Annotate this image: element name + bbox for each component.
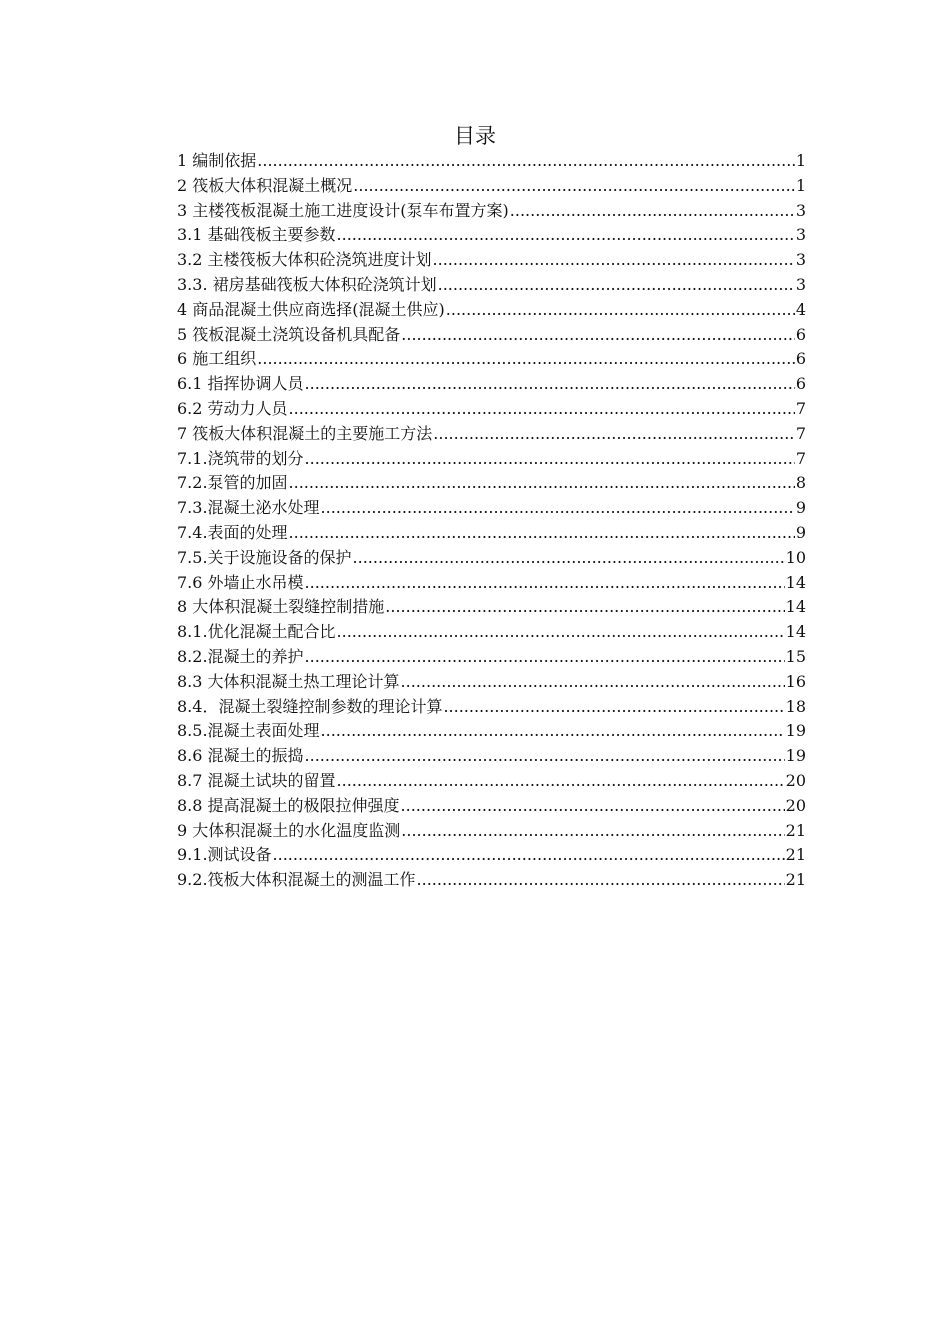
- toc-entry-label: 7.6 外墙止水吊模: [177, 572, 304, 592]
- toc-entry[interactable]: [177, 843, 806, 868]
- toc-entry-page-number: 14: [785, 572, 806, 592]
- toc-entry-label: 6.2 劳动力人员: [177, 398, 288, 418]
- toc-entry[interactable]: [177, 571, 806, 596]
- toc-entry-page-number: 18: [785, 696, 806, 716]
- toc-entry-page-number: 6: [795, 324, 806, 344]
- toc-entry-page-number: 8: [795, 473, 806, 493]
- toc-entry-page-number: 7: [795, 448, 806, 468]
- toc-entry[interactable]: [177, 372, 806, 397]
- toc-entry-page-number: 20: [785, 770, 806, 790]
- toc-entry[interactable]: [177, 819, 806, 844]
- toc-dot-leader: [289, 471, 795, 496]
- toc-entry-label: 9.2.筏板大体积混凝土的测温工作: [177, 870, 416, 890]
- toc-entry-label: 8.5.混凝土表面处理: [177, 721, 320, 741]
- toc-dot-leader: [305, 645, 785, 670]
- toc-dot-leader: [289, 397, 795, 422]
- toc-entry-label: 6.1 指挥协调人员: [177, 374, 304, 394]
- toc-entry-label: 8.4．混凝土裂缝控制参数的理论计算: [177, 696, 443, 716]
- toc-entry[interactable]: [177, 298, 806, 323]
- table-of-contents: [177, 149, 806, 893]
- toc-entry[interactable]: [177, 695, 806, 720]
- toc-dot-leader: [305, 372, 795, 397]
- toc-entry-label: 8.7 混凝土试块的留置: [177, 770, 336, 790]
- toc-dot-leader: [438, 273, 795, 298]
- toc-entry-page-number: 6: [795, 374, 806, 394]
- toc-dot-leader: [446, 298, 795, 323]
- toc-entry-page-number: 7: [795, 398, 806, 418]
- toc-entry-page-number: 14: [785, 622, 806, 642]
- toc-entry-label: 7.4.表面的处理: [177, 522, 288, 542]
- toc-entry[interactable]: [177, 248, 806, 273]
- toc-dot-leader: [289, 521, 795, 546]
- toc-entry[interactable]: [177, 719, 806, 744]
- toc-entry[interactable]: [177, 273, 806, 298]
- toc-entry[interactable]: [177, 471, 806, 496]
- toc-entry-page-number: 1: [795, 151, 806, 170]
- toc-entry-label: 8.2.混凝土的养护: [177, 646, 304, 666]
- toc-entry-page-number: 15: [785, 646, 806, 666]
- toc-dot-leader: [401, 819, 784, 844]
- toc-entry-label: 3.3. 裙房基础筏板大体积砼浇筑计划: [177, 274, 437, 294]
- toc-dot-leader: [433, 422, 795, 447]
- toc-entry-label: 4 商品混凝土供应商选择(混凝土供应): [177, 299, 445, 319]
- toc-entry-page-number: 16: [785, 671, 806, 691]
- toc-dot-leader: [337, 620, 785, 645]
- toc-entry-page-number: 7: [795, 423, 806, 443]
- toc-entry[interactable]: [177, 794, 806, 819]
- toc-dot-leader: [337, 223, 795, 248]
- toc-entry-label: 3 主楼筏板混凝土施工进度设计(泵车布置方案): [177, 200, 509, 220]
- toc-entry-page-number: 21: [785, 820, 806, 840]
- toc-dot-leader: [417, 868, 785, 893]
- toc-dot-leader: [401, 323, 795, 348]
- toc-entry-page-number: 21: [785, 845, 806, 865]
- toc-entry-label: 7.1.浇筑带的划分: [177, 448, 304, 468]
- toc-entry-page-number: 6: [795, 349, 806, 369]
- toc-entry-label: 1 编制依据: [177, 151, 257, 170]
- toc-entry[interactable]: [177, 447, 806, 472]
- toc-dot-leader: [321, 496, 795, 521]
- toc-entry-label: 8.8 提高混凝土的极限拉伸强度: [177, 795, 400, 815]
- toc-dot-leader: [353, 546, 785, 571]
- toc-entry-label: 7.3.混凝土泌水处理: [177, 498, 320, 518]
- toc-dot-leader: [401, 670, 785, 695]
- toc-entry[interactable]: [177, 223, 806, 248]
- toc-entry-page-number: 4: [795, 299, 806, 319]
- toc-entry-label: 9.1.测试设备: [177, 845, 272, 865]
- toc-entry[interactable]: [177, 744, 806, 769]
- toc-dot-leader: [257, 149, 795, 174]
- toc-dot-leader: [443, 695, 784, 720]
- toc-entry-page-number: 20: [785, 795, 806, 815]
- toc-entry-page-number: 21: [785, 870, 806, 890]
- toc-dot-leader: [510, 199, 795, 224]
- toc-entry-label: 2 筏板大体积混凝土概况: [177, 175, 353, 195]
- toc-dot-leader: [353, 174, 795, 199]
- toc-entry[interactable]: [177, 323, 806, 348]
- toc-entry-label: 5 筏板混凝土浇筑设备机具配备: [177, 324, 401, 344]
- toc-entry-label: 3.2 主楼筏板大体积砼浇筑进度计划: [177, 250, 432, 270]
- toc-entry-page-number: 10: [785, 547, 806, 567]
- toc-entry-page-number: 3: [795, 200, 806, 220]
- toc-entry-page-number: 3: [795, 274, 806, 294]
- toc-entry-page-number: 1: [795, 175, 806, 195]
- toc-dot-leader: [305, 571, 785, 596]
- toc-entry[interactable]: [177, 620, 806, 645]
- toc-entry-label: 8 大体积混凝土裂缝控制措施: [177, 597, 385, 617]
- toc-entry[interactable]: [177, 149, 806, 174]
- toc-entry[interactable]: [177, 546, 806, 571]
- toc-entry[interactable]: [177, 199, 806, 224]
- toc-entry-label: 3.1 基础筏板主要参数: [177, 225, 336, 245]
- toc-entry[interactable]: [177, 422, 806, 447]
- toc-entry-label: 8.1.优化混凝土配合比: [177, 622, 336, 642]
- toc-dot-leader: [257, 347, 795, 372]
- toc-entry[interactable]: [177, 397, 806, 422]
- toc-title: 目录: [454, 124, 496, 148]
- toc-entry-label: 7.2.泵管的加固: [177, 473, 288, 493]
- toc-entry-label: 7.5.关于设施设备的保护: [177, 547, 352, 567]
- toc-entry-page-number: 14: [785, 597, 806, 617]
- toc-entry-label: 8.6 混凝土的振捣: [177, 746, 304, 766]
- toc-entry[interactable]: [177, 347, 806, 372]
- toc-entry-page-number: 19: [785, 721, 806, 741]
- toc-entry[interactable]: [177, 769, 806, 794]
- toc-entry[interactable]: [177, 670, 806, 695]
- toc-entry-label: 8.3 大体积混凝土热工理论计算: [177, 671, 400, 691]
- toc-entry-page-number: 3: [795, 250, 806, 270]
- toc-entry-page-number: 19: [785, 746, 806, 766]
- toc-dot-leader: [273, 843, 785, 868]
- toc-entry[interactable]: [177, 645, 806, 670]
- toc-entry[interactable]: [177, 496, 806, 521]
- toc-entry-page-number: 9: [795, 522, 806, 542]
- toc-entry-label: 7 筏板大体积混凝土的主要施工方法: [177, 423, 433, 443]
- toc-dot-leader: [337, 769, 785, 794]
- toc-dot-leader: [305, 447, 795, 472]
- toc-entry-page-number: 3: [795, 225, 806, 245]
- toc-entry-label: 9 大体积混凝土的水化温度监测: [177, 820, 401, 840]
- toc-dot-leader: [321, 719, 785, 744]
- toc-dot-leader: [401, 794, 785, 819]
- toc-entry-label: 6 施工组织: [177, 349, 257, 369]
- toc-dot-leader: [433, 248, 795, 273]
- toc-entry[interactable]: [177, 521, 806, 546]
- toc-entry-page-number: 9: [795, 498, 806, 518]
- toc-entry[interactable]: [177, 595, 806, 620]
- toc-dot-leader: [305, 744, 785, 769]
- toc-entry[interactable]: [177, 868, 806, 893]
- toc-entry[interactable]: [177, 174, 806, 199]
- toc-dot-leader: [385, 595, 784, 620]
